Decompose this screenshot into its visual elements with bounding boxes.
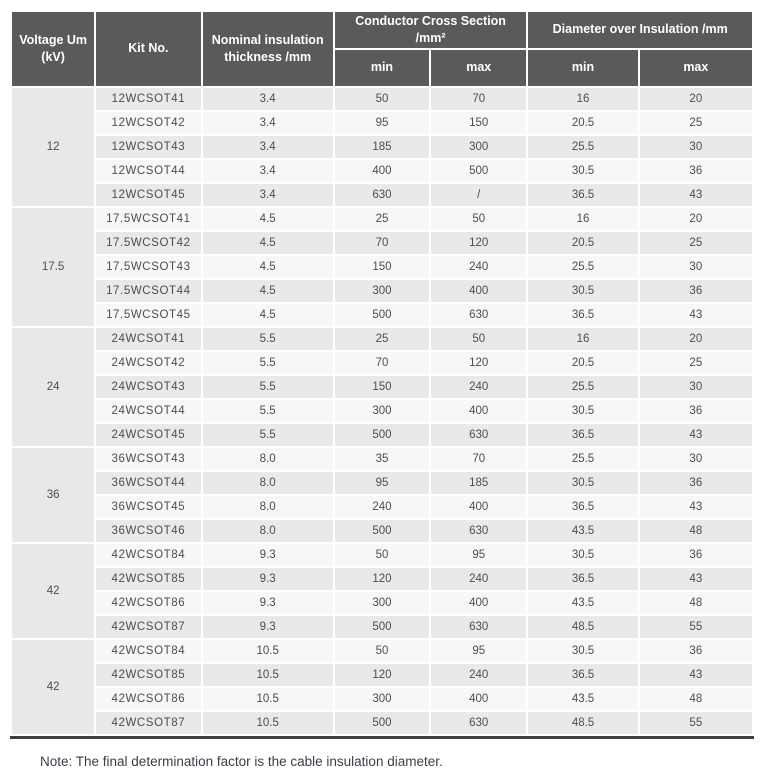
conductor-max-cell: 95 — [431, 544, 526, 566]
thickness-cell: 4.5 — [203, 256, 333, 278]
conductor-min-cell: 500 — [335, 424, 429, 446]
conductor-min-cell: 70 — [335, 352, 429, 374]
thickness-cell: 5.5 — [203, 400, 333, 422]
diameter-max-cell: 20 — [640, 88, 752, 110]
header-row-top — [12, 12, 752, 48]
header-kit-no: Kit No. — [96, 12, 200, 86]
diameter-max-cell: 25 — [640, 112, 752, 134]
conductor-max-cell: 120 — [431, 352, 526, 374]
thickness-cell: 8.0 — [203, 448, 333, 470]
conductor-max-cell: 185 — [431, 472, 526, 494]
conductor-min-cell: 500 — [335, 304, 429, 326]
diameter-max-cell: 48 — [640, 520, 752, 542]
diameter-min-cell: 20.5 — [528, 112, 637, 134]
diameter-max-cell: 55 — [640, 616, 752, 638]
diameter-max-cell: 36 — [640, 472, 752, 494]
diameter-min-cell: 16 — [528, 208, 637, 230]
kit-no-cell: 42WCSOT87 — [96, 712, 200, 734]
kit-no-cell: 36WCSOT45 — [96, 496, 200, 518]
conductor-min-cell: 120 — [335, 568, 429, 590]
diameter-max-cell: 43 — [640, 496, 752, 518]
diameter-max-cell: 55 — [640, 712, 752, 734]
kit-no-cell: 36WCSOT44 — [96, 472, 200, 494]
diameter-max-cell: 20 — [640, 208, 752, 230]
diameter-min-cell: 30.5 — [528, 640, 637, 662]
diameter-min-cell: 30.5 — [528, 400, 637, 422]
kit-no-cell: 36WCSOT46 — [96, 520, 200, 542]
kit-no-cell: 12WCSOT45 — [96, 184, 200, 206]
conductor-min-cell: 300 — [335, 688, 429, 710]
table-row — [12, 112, 752, 134]
conductor-max-cell: 400 — [431, 688, 526, 710]
conductor-max-cell: 400 — [431, 400, 526, 422]
kit-no-cell: 24WCSOT42 — [96, 352, 200, 374]
thickness-cell: 4.5 — [203, 304, 333, 326]
thickness-cell: 3.4 — [203, 112, 333, 134]
table-row — [12, 640, 752, 662]
diameter-max-cell: 43 — [640, 568, 752, 590]
diameter-max-cell: 36 — [640, 640, 752, 662]
thickness-cell: 5.5 — [203, 424, 333, 446]
diameter-max-cell: 48 — [640, 688, 752, 710]
diameter-min-cell: 30.5 — [528, 472, 637, 494]
diameter-min-cell: 30.5 — [528, 280, 637, 302]
conductor-min-cell: 25 — [335, 328, 429, 350]
thickness-cell: 3.4 — [203, 136, 333, 158]
thickness-cell: 9.3 — [203, 568, 333, 590]
diameter-max-cell: 48 — [640, 592, 752, 614]
diameter-min-cell: 43.5 — [528, 592, 637, 614]
conductor-max-cell: 70 — [431, 448, 526, 470]
kit-no-cell: 42WCSOT85 — [96, 568, 200, 590]
diameter-max-cell: 36 — [640, 400, 752, 422]
diameter-max-cell: 25 — [640, 352, 752, 374]
conductor-max-cell: 95 — [431, 640, 526, 662]
thickness-cell: 10.5 — [203, 712, 333, 734]
table-header — [12, 12, 752, 86]
conductor-min-cell: 300 — [335, 280, 429, 302]
thickness-cell: 10.5 — [203, 688, 333, 710]
kit-no-cell: 12WCSOT41 — [96, 88, 200, 110]
kit-no-cell: 17.5WCSOT41 — [96, 208, 200, 230]
diameter-min-cell: 25.5 — [528, 448, 637, 470]
header-diameter-max: max — [640, 50, 752, 86]
table-row — [12, 160, 752, 182]
conductor-min-cell: 150 — [335, 256, 429, 278]
diameter-min-cell: 36.5 — [528, 568, 637, 590]
thickness-cell: 5.5 — [203, 328, 333, 350]
conductor-min-cell: 120 — [335, 664, 429, 686]
conductor-max-cell: 400 — [431, 592, 526, 614]
kit-no-cell: 42WCSOT84 — [96, 640, 200, 662]
diameter-max-cell: 36 — [640, 544, 752, 566]
conductor-min-cell: 35 — [335, 448, 429, 470]
conductor-min-cell: 95 — [335, 112, 429, 134]
thickness-cell: 10.5 — [203, 664, 333, 686]
kit-no-cell: 17.5WCSOT42 — [96, 232, 200, 254]
conductor-min-cell: 50 — [335, 88, 429, 110]
diameter-min-cell: 20.5 — [528, 232, 637, 254]
conductor-max-cell: 150 — [431, 112, 526, 134]
kit-no-cell: 24WCSOT41 — [96, 328, 200, 350]
kit-no-cell: 17.5WCSOT44 — [96, 280, 200, 302]
voltage-group-cell: 42 — [12, 640, 94, 734]
conductor-min-cell: 50 — [335, 544, 429, 566]
diameter-max-cell: 36 — [640, 160, 752, 182]
kit-no-cell: 12WCSOT42 — [96, 112, 200, 134]
table-row — [12, 352, 752, 374]
diameter-max-cell: 36 — [640, 280, 752, 302]
voltage-group-cell: 24 — [12, 328, 94, 446]
conductor-max-cell: 50 — [431, 208, 526, 230]
diameter-max-cell: 25 — [640, 232, 752, 254]
table-row — [12, 568, 752, 590]
header-diameter-min: min — [528, 50, 637, 86]
table-row — [12, 688, 752, 710]
table-row — [12, 520, 752, 542]
voltage-group-cell: 42 — [12, 544, 94, 638]
diameter-max-cell: 30 — [640, 136, 752, 158]
diameter-min-cell: 36.5 — [528, 304, 637, 326]
conductor-max-cell: 120 — [431, 232, 526, 254]
kit-no-cell: 42WCSOT86 — [96, 592, 200, 614]
conductor-min-cell: 400 — [335, 160, 429, 182]
kit-no-cell: 12WCSOT43 — [96, 136, 200, 158]
table-row — [12, 232, 752, 254]
table-row — [12, 664, 752, 686]
thickness-cell: 5.5 — [203, 352, 333, 374]
table-row — [12, 616, 752, 638]
conductor-min-cell: 95 — [335, 472, 429, 494]
table-row — [12, 448, 752, 470]
conductor-max-cell: 400 — [431, 496, 526, 518]
diameter-min-cell: 20.5 — [528, 352, 637, 374]
diameter-max-cell: 43 — [640, 304, 752, 326]
diameter-min-cell: 36.5 — [528, 664, 637, 686]
table-row — [12, 592, 752, 614]
diameter-min-cell: 25.5 — [528, 136, 637, 158]
header-diameter-over-insulation: Diameter over Insulation /mm — [528, 12, 752, 48]
thickness-cell: 9.3 — [203, 616, 333, 638]
table-row — [12, 136, 752, 158]
diameter-min-cell: 48.5 — [528, 712, 637, 734]
table-row — [12, 328, 752, 350]
table-row — [12, 496, 752, 518]
thickness-cell: 3.4 — [203, 160, 333, 182]
header-voltage: Voltage Um (kV) — [12, 12, 94, 86]
table-row — [12, 544, 752, 566]
diameter-min-cell: 36.5 — [528, 424, 637, 446]
diameter-max-cell: 43 — [640, 664, 752, 686]
conductor-max-cell: 240 — [431, 568, 526, 590]
table-row — [12, 208, 752, 230]
header-conductor-cross-section: Conductor Cross Section /mm² — [335, 12, 527, 48]
diameter-max-cell: 30 — [640, 448, 752, 470]
diameter-min-cell: 25.5 — [528, 376, 637, 398]
table-row — [12, 400, 752, 422]
conductor-min-cell: 300 — [335, 400, 429, 422]
conductor-max-cell: 500 — [431, 160, 526, 182]
thickness-cell: 4.5 — [203, 280, 333, 302]
table-row — [12, 424, 752, 446]
conductor-min-cell: 50 — [335, 640, 429, 662]
kit-no-cell: 42WCSOT85 — [96, 664, 200, 686]
note-text: Note: The final determination factor is the cable insulation diameter. — [40, 754, 443, 769]
conductor-min-cell: 500 — [335, 712, 429, 734]
conductor-max-cell: 630 — [431, 616, 526, 638]
conductor-max-cell: / — [431, 184, 526, 206]
diameter-min-cell: 36.5 — [528, 496, 637, 518]
conductor-max-cell: 630 — [431, 520, 526, 542]
header-thickness: Nominal insulation thickness /mm — [203, 12, 333, 86]
conductor-max-cell: 240 — [431, 256, 526, 278]
kit-no-cell: 24WCSOT44 — [96, 400, 200, 422]
conductor-min-cell: 500 — [335, 520, 429, 542]
conductor-min-cell: 185 — [335, 136, 429, 158]
diameter-min-cell: 30.5 — [528, 160, 637, 182]
thickness-cell: 9.3 — [203, 544, 333, 566]
table-row — [12, 472, 752, 494]
table-body — [12, 88, 752, 734]
conductor-max-cell: 300 — [431, 136, 526, 158]
table-row — [12, 712, 752, 734]
conductor-max-cell: 240 — [431, 664, 526, 686]
conductor-max-cell: 630 — [431, 424, 526, 446]
conductor-max-cell: 240 — [431, 376, 526, 398]
thickness-cell: 4.5 — [203, 232, 333, 254]
kit-no-cell: 42WCSOT84 — [96, 544, 200, 566]
conductor-max-cell: 400 — [431, 280, 526, 302]
diameter-min-cell: 43.5 — [528, 688, 637, 710]
diameter-min-cell: 16 — [528, 88, 637, 110]
kit-no-cell: 42WCSOT86 — [96, 688, 200, 710]
conductor-min-cell: 630 — [335, 184, 429, 206]
conductor-min-cell: 500 — [335, 616, 429, 638]
kit-no-cell: 17.5WCSOT45 — [96, 304, 200, 326]
diameter-min-cell: 30.5 — [528, 544, 637, 566]
header-conductor-min: min — [335, 50, 429, 86]
diameter-min-cell: 36.5 — [528, 184, 637, 206]
conductor-max-cell: 630 — [431, 712, 526, 734]
diameter-min-cell: 43.5 — [528, 520, 637, 542]
diameter-max-cell: 43 — [640, 424, 752, 446]
thickness-cell: 9.3 — [203, 592, 333, 614]
thickness-cell: 10.5 — [203, 640, 333, 662]
kit-no-cell: 24WCSOT45 — [96, 424, 200, 446]
table-row — [12, 88, 752, 110]
diameter-max-cell: 30 — [640, 376, 752, 398]
diameter-min-cell: 25.5 — [528, 256, 637, 278]
conductor-min-cell: 240 — [335, 496, 429, 518]
thickness-cell: 3.4 — [203, 184, 333, 206]
diameter-min-cell: 16 — [528, 328, 637, 350]
kit-no-cell: 17.5WCSOT43 — [96, 256, 200, 278]
diameter-max-cell: 30 — [640, 256, 752, 278]
table-row — [12, 376, 752, 398]
thickness-cell: 3.4 — [203, 88, 333, 110]
thickness-cell: 5.5 — [203, 376, 333, 398]
header-conductor-max: max — [431, 50, 526, 86]
conductor-max-cell: 50 — [431, 328, 526, 350]
conductor-max-cell: 70 — [431, 88, 526, 110]
diameter-min-cell: 48.5 — [528, 616, 637, 638]
conductor-min-cell: 300 — [335, 592, 429, 614]
thickness-cell: 8.0 — [203, 496, 333, 518]
diameter-max-cell: 43 — [640, 184, 752, 206]
thickness-cell: 8.0 — [203, 472, 333, 494]
table-row — [12, 256, 752, 278]
conductor-max-cell: 630 — [431, 304, 526, 326]
thickness-cell: 4.5 — [203, 208, 333, 230]
voltage-group-cell: 17.5 — [12, 208, 94, 326]
table-row — [12, 184, 752, 206]
thickness-cell: 8.0 — [203, 520, 333, 542]
conductor-min-cell: 150 — [335, 376, 429, 398]
conductor-min-cell: 25 — [335, 208, 429, 230]
diameter-max-cell: 20 — [640, 328, 752, 350]
table-row — [12, 280, 752, 302]
voltage-group-cell: 12 — [12, 88, 94, 206]
kit-no-cell: 42WCSOT87 — [96, 616, 200, 638]
kit-no-cell: 12WCSOT44 — [96, 160, 200, 182]
kit-no-cell: 36WCSOT43 — [96, 448, 200, 470]
kit-no-cell: 24WCSOT43 — [96, 376, 200, 398]
conductor-min-cell: 70 — [335, 232, 429, 254]
table-row — [12, 304, 752, 326]
voltage-group-cell: 36 — [12, 448, 94, 542]
cable-kit-spec-table — [10, 10, 754, 739]
